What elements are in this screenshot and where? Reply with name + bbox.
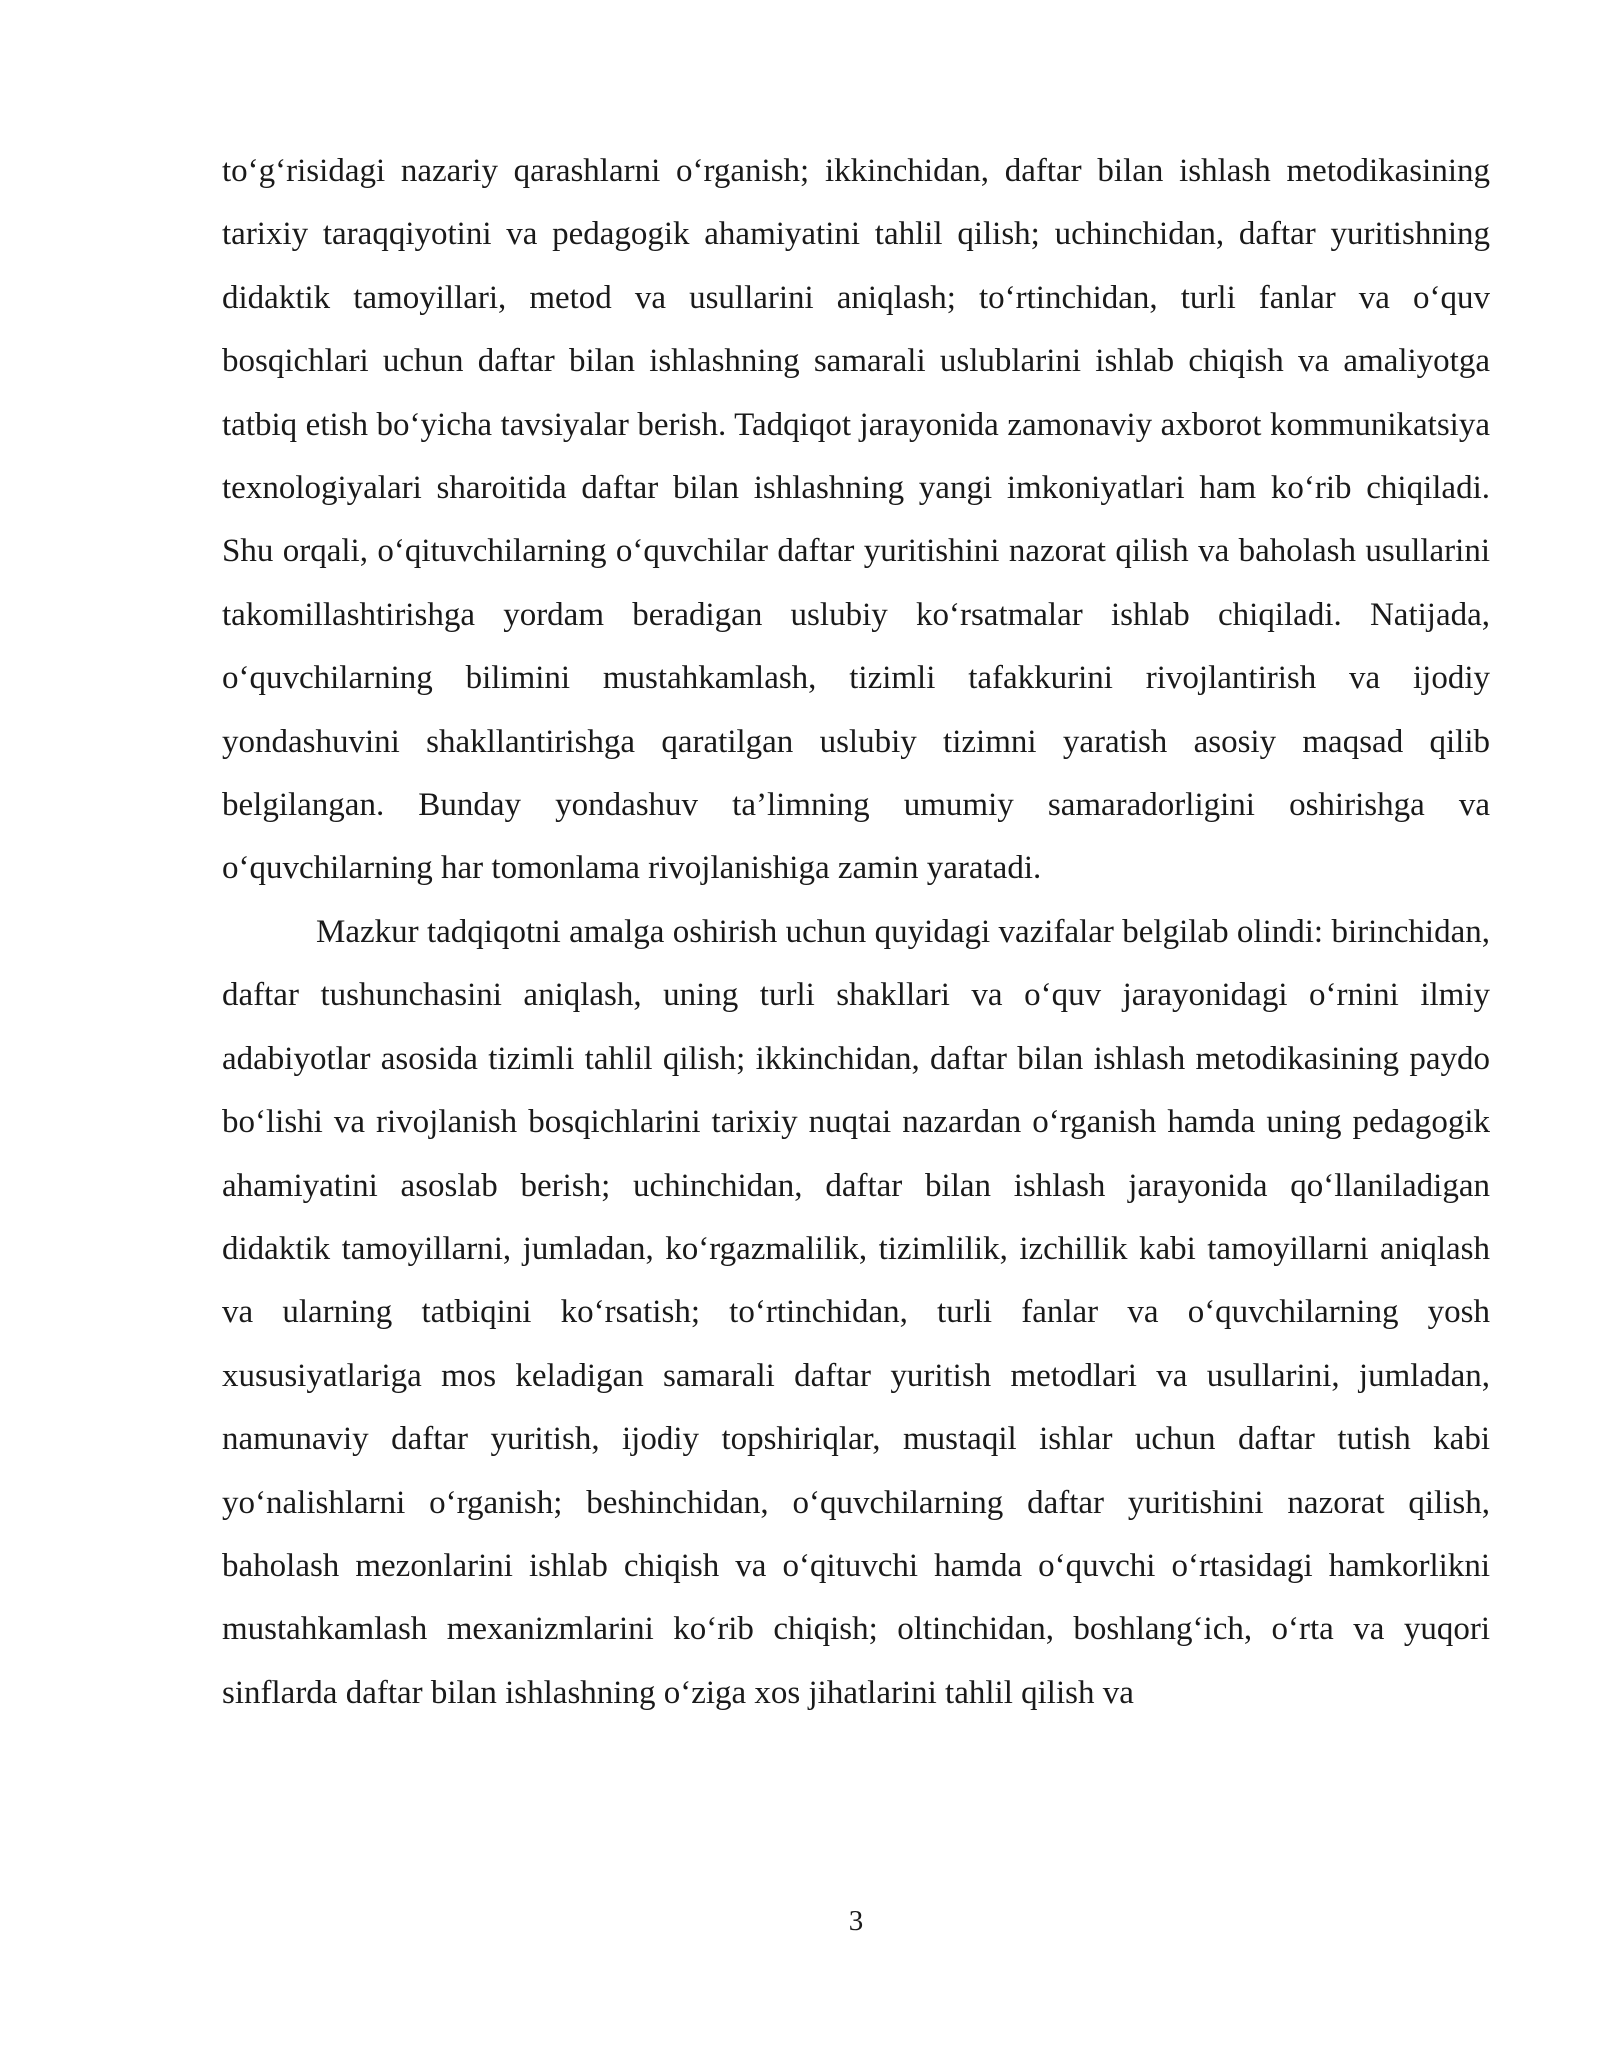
page-number: 3 <box>848 1905 864 1937</box>
paragraph-1: to‘g‘risidagi nazariy qarashlarni o‘rganish; ikkinchidan, daftar bilan ishlash metodikasining tarixiy taraqqiyotini va pedagogik ahamiyatini tahlil qilish; uchinchidan, daftar yuritishning didaktik tamoyillari, metod va usullarini aniqlash; to‘rtinchidan, turli fanlar va o‘quv bosqichlari uchun daftar bilan ishlashning samarali uslublarini ishlab chiqish va amaliyotga tatbiq etish bo‘yicha tavsiyalar berish. Tadqiqot jarayonida zamonaviy axborot kommunikatsiya texnologiyalari sharoitida daftar bilan ishlashning yangi imkoniyatlari ham ko‘rib chiqiladi. Shu orqali, o‘qituvchilarning o‘quvchilar daftar yuritishini nazorat qilish va baholash usullarini takomillashtirishga yordam beradigan uslubiy ko‘rsatmalar ishlab chiqiladi. Natijada, o‘quvchilarning bilimini mustahkamlash, tizimli tafakkurini rivojlantirish va ijodiy yondashuvini shakllantirishga qaratilgan uslubiy tizimni yaratish asosiy maqsad qilib belgilangan. Bunday yondashuv ta’limning umumiy samaradorligini oshirishga va o‘quvchilarning har tomonlama rivojlanishiga zamin yaratadi. <box>222 153 1490 887</box>
paragraph-2: Mazkur tadqiqotni amalga oshirish uchun quyidagi vazifalar belgilab olindi: birinchidan, daftar tushunchasini aniqlash, uning turli shakllari va o‘quv jarayonidagi o‘rnini ilmiy adabiyotlar asosida tizimli tahlil qilish; ikkinchidan, daftar bilan ishlash metodikasining paydo bo‘lishi va rivojlanish bosqichlarini tarixiy nuqtai nazardan o‘rganish hamda uning pedagogik ahamiyatini asoslab berish; uchinchidan, daftar bilan ishlash jarayonida qo‘llaniladigan didaktik tamoyillarni, jumladan, ko‘rgazmalilik, tizimlilik, izchillik kabi tamoyillarni aniqlash va ularning tatbiqini ko‘rsatish; to‘rtinchidan, turli fanlar va o‘quvchilarning yosh xususiyatlariga mos keladigan samarali daftar yuritish metodlari va usullarini, jumladan, namunaviy daftar yuritish, ijodiy topshiriqlar, mustaqil ishlar uchun daftar tutish kabi yo‘nalishlarni o‘rganish; beshinchidan, o‘quvchilarning daftar yuritishini nazorat qilish, baholash mezonlarini ishlab chiqish va o‘qituvchi hamda o‘quvchi o‘rtasidagi hamkorlikni mustahkamlash mexanizmlarini ko‘rib chiqish; oltinchidan, boshlang‘ich, o‘rta va yuqori sinflarda daftar bilan ishlashning o‘ziga xos jihatlarini tahlil qilish va <box>222 913 1490 1711</box>
body-text <box>222 140 1490 1725</box>
